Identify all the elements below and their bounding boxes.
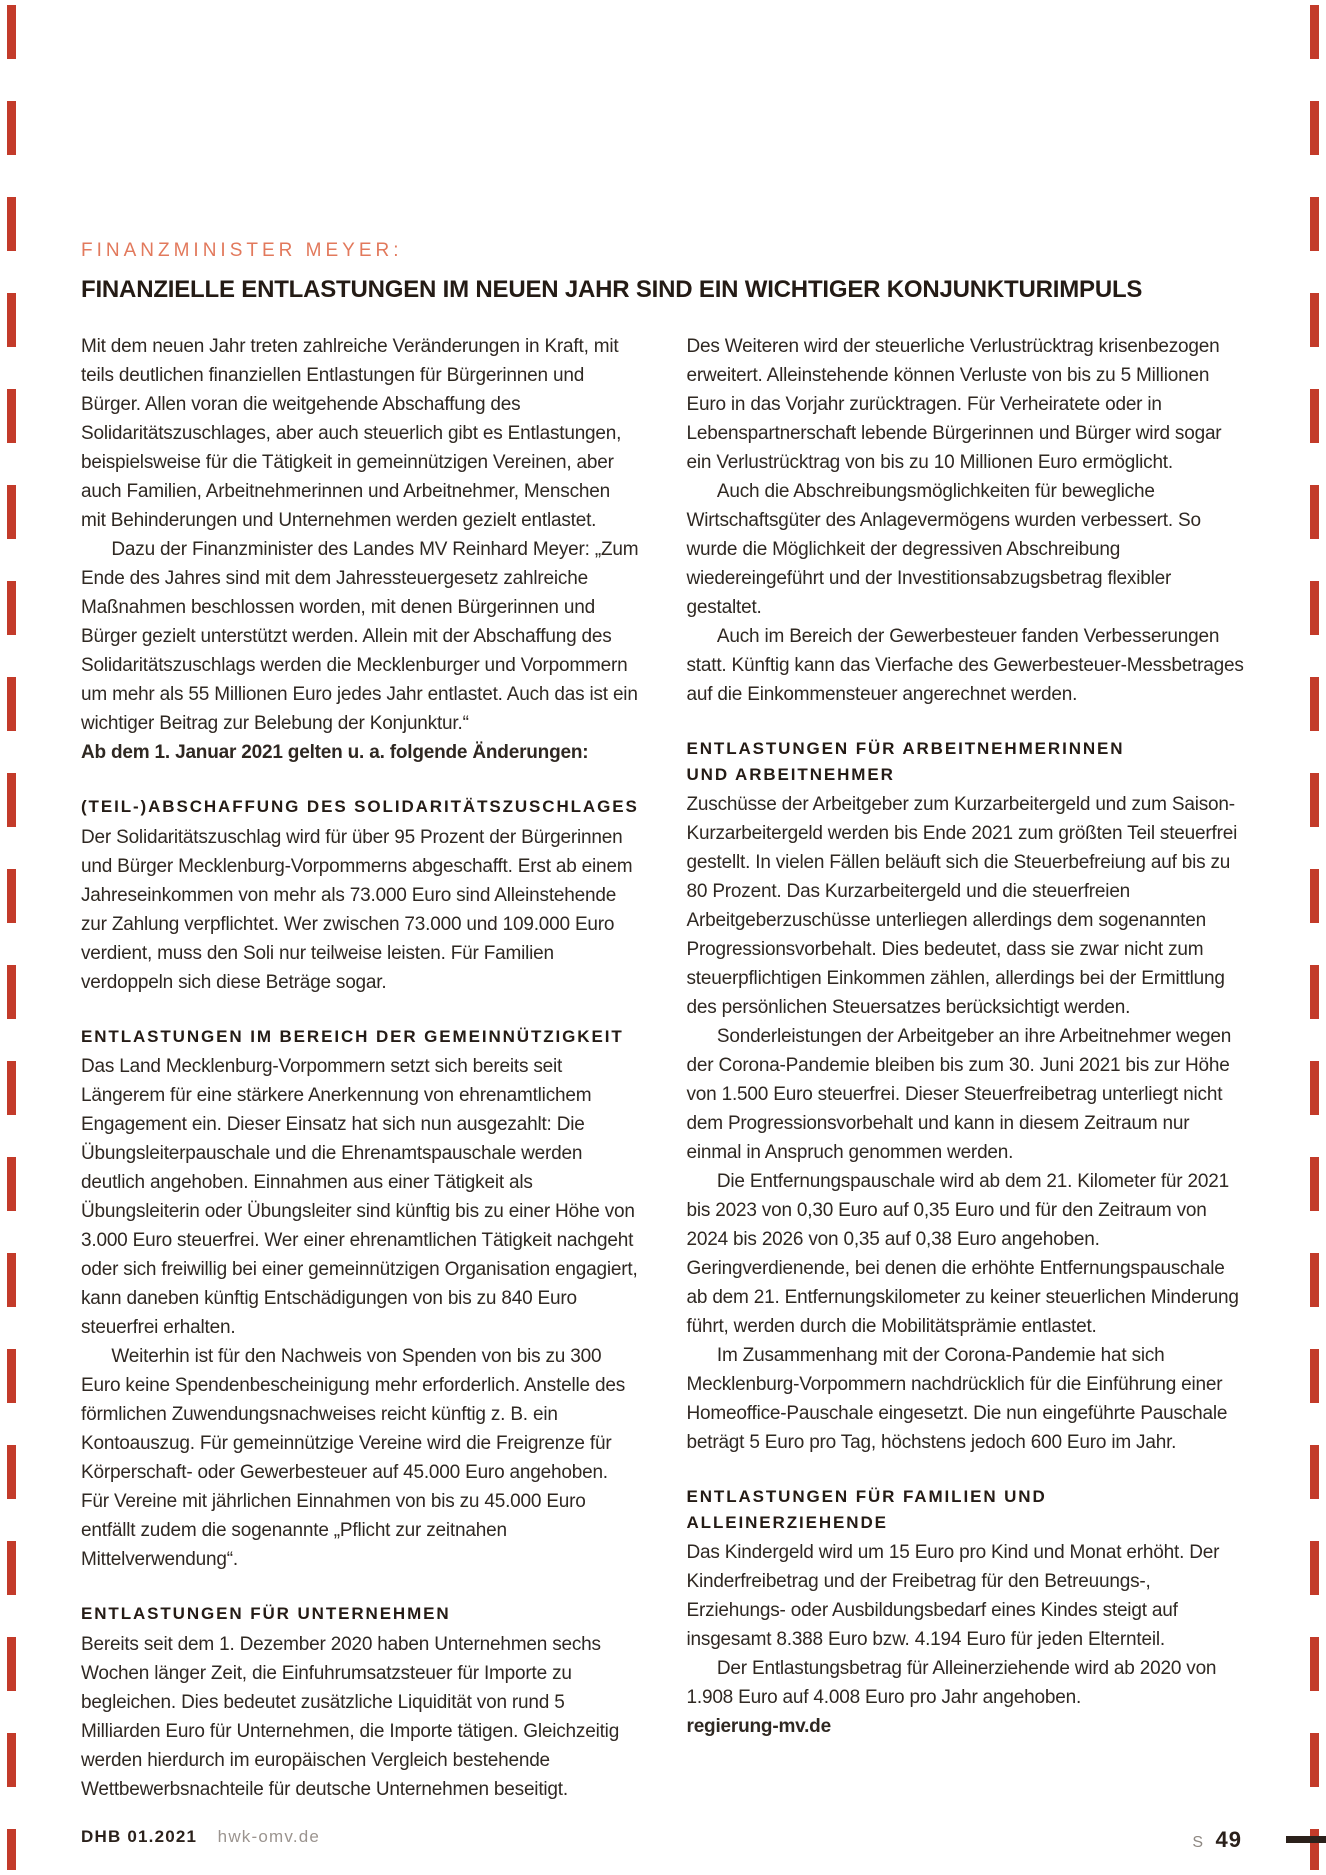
kicker: FINANZMINISTER MEYER: [81, 240, 403, 261]
page-footer [81, 1827, 1326, 1853]
paragraph-entlastungsbetrag: Der Entlastungsbetrag für Alleinerziehende wird ab 2020 von 1.908 Euro auf 4.008 Euro pro Jahr angehoben. [686, 1658, 1217, 1708]
heading-line-1: ENTLASTUNGEN FÜR ARBEITNEHMERINNEN [686, 739, 1125, 758]
section-heading-soli: (TEIL-)ABSCHAFFUNG DES SOLIDARITÄTSZUSCHLAGES [81, 797, 639, 816]
paragraph-soli-1: Der Solidaritätszuschlag wird für über 95 Prozent der Bürgerinnen und Bürger Mecklenburg-Vorpommerns abgeschafft. Erst ab einem Jahreseinkommen von mehr als 73.000 Euro sind Alleinstehende zur Zahlung verpflichtet. Wer zwischen 73.000 und 109.000 Euro verdient, muss den Soli nur teilweise leisten. Für Familien verdoppeln sich diese Beträge sogar. [81, 826, 633, 993]
paragraph-abschreibung: Auch die Abschreibungsmöglichkeiten für bewegliche Wirtschaftsgüter des Anlagevermögens wurden verbessert. So wurde die Möglichkeit der degressiven Abschreibung wiedereingeführt und der Investitionsabzugsbetrag flexibler gestaltet. [686, 481, 1201, 618]
paragraph-intro-note: Ab dem 1. Januar 2021 gelten u. a. folgende Änderungen: [81, 742, 589, 763]
article [81, 240, 1245, 1804]
section-heading-unternehmen: ENTLASTUNGEN FÜR UNTERNEHMEN [81, 1604, 451, 1623]
paragraph-homeoffice: Im Zusammenhang mit der Corona-Pandemie hat sich Mecklenburg-Vorpommern nachdrücklich für die Einführung einer Homeoffice-Pauschale eingesetzt. Die nun eingeführte Pauschale beträgt 5 Euro pro Tag, höchstens jedoch 600 Euro im Jahr. [686, 1345, 1228, 1453]
paragraph-gewerbesteuer: Auch im Bereich der Gewerbesteuer fanden Verbesserungen statt. Künftig kann das Vierfache des Gewerbesteuer-Messbetrages auf die Einkommensteuer angerechnet werden. [686, 626, 1244, 705]
paragraph-unternehmen-1: Bereits seit dem 1. Dezember 2020 haben Unternehmen sechs Wochen länger Zeit, die Einfuhrumsatzsteuer für Importe zu begleichen. Dies bedeutet zusätzliche Liquidität von rund 5 Milliarden Euro für Unternehmen, die Importe tätigen. Gleichzeitig werden hierdurch im europäischen Vergleich bestehende Wettbewerbsnachteile für deutsche Unternehmen beseitigt. [81, 1633, 620, 1800]
paragraph-entfernungspauschale: Die Entfernungspauschale wird ab dem 21. Kilometer für 2021 bis 2023 von 0,30 Euro auf 0,35 Euro und für den Zeitraum von 2024 bis 2026 von 0,35 auf 0,38 Euro angehoben. Geringverdienende, bei denen die erhöhte Entfernungspauschale ab dem 21. Entfernungskilometer zu keiner steuerlichen Minderung führt, werden durch die Mobilitätsprämie entlastet. [686, 1171, 1239, 1337]
section-heading-familien: ENTLASTUNGEN FÜR FAMILIEN UND ALLEINERZIEHENDE [686, 1487, 1047, 1532]
paragraph-sonderleistungen: Sonderleistungen der Arbeitgeber an ihre Arbeitnehmer wegen der Corona-Pandemie bleiben bis zum 30. Juni 2021 bis zur Höhe von 1.500 Euro steuerfrei. Dieser Steuerfreibetrag unterliegt nicht dem Progressionsvorbehalt und kann in diesem Zeitraum nur einmal in Anspruch genommen werden. [686, 1026, 1232, 1163]
print-crop-marks-left [7, 5, 16, 1870]
heading-line-2: UND ARBEITNEHMER [686, 764, 895, 784]
right-column [687, 332, 1246, 1804]
section-heading-gemeinnuetzigkeit: ENTLASTUNGEN IM BEREICH DER GEMEINNÜTZIGKEIT [81, 1026, 624, 1046]
paragraph-gemein-1: Das Land Mecklenburg-Vorpommern setzt sich bereits seit Längerem für eine stärkere Anerkennung von ehrenamtlichem Engagement ein. Dieser Einsatz hat sich nun ausgezahlt: Die Übungsleiterpauschale und die Ehrenamtspauschale werden deutlich angehoben. Einnahmen aus einer Tätigkeit als Übungsleiterin oder Übungsleiter sind künftig bis zu einer Höhe von 3.000 Euro steuerfrei. Wer einer ehrenamtlichen Tätigkeit nachgeht oder sich freiwillig bei einer gemeinnützigen Organisation engagiert, kann daneben künftig Entschädigungen von bis zu 840 Euro steuerfrei erhalten. [81, 1056, 638, 1338]
column-layout [81, 332, 1245, 1804]
paragraph-gemein-2: Weiterhin ist für den Nachweis von Spenden von bis zu 300 Euro keine Spendenbescheinigung mehr erforderlich. Anstelle des förmlichen Zuwendungsnachweises reicht künftig z. B. ein Kontoauszug. Für gemeinnützige Vereine wird die Freigrenze für Körperschaft- oder Gewerbesteuer auf 45.000 Euro angehoben. Für Vereine mit jährlichen Einnahmen von bis zu 45.000 Euro entfällt zudem die sogenannte „Pflicht zur zeitnahen Mittelverwendung“. [81, 1346, 626, 1570]
paragraph-verlustruecktrag: Des Weiteren wird der steuerliche Verlustrücktrag krisenbezogen erweitert. Alleinstehende können Verluste von bis zu 5 Millionen Euro in das Vorjahr zurücktragen. Für Verheiratete oder in Lebenspartnerschaft lebende Bürgerinnen und Bürger wird sogar ein Verlustrücktrag von bis zu 10 Millionen Euro ermöglicht. [686, 336, 1222, 473]
headline: FINANZIELLE ENTLASTUNGEN IM NEUEN JAHR SIND EIN WICHTIGER KONJUNKTURIMPULS [81, 276, 1143, 303]
footer-page-indicator [1192, 1827, 1242, 1853]
print-crop-marks-right [1310, 5, 1319, 1870]
footer-issue: DHB 01.2021 [81, 1827, 198, 1846]
paragraph-kurzarbeitergeld: Zuschüsse der Arbeitgeber zum Kurzarbeitergeld und zum Saison-Kurzarbeitergeld werden bis Ende 2021 zum größten Teil steuerfrei gestellt. In vielen Fällen beläuft sich die Steuerbefreiung auf bis zu 80 Prozent. Das Kurzarbeitergeld und die steuerfreien Arbeitgeberzuschüsse unterliegen allerdings dem sogenannten Progressionsvorbehalt. Dies bedeutet, dass sie zwar nicht zum steuerpflichtigen Einkommen zählen, allerdings bei der Ermittlung des persönlichen Steuersatzes berücksichtigt werden. [686, 794, 1238, 1018]
footer-page-prefix: S [1192, 1834, 1205, 1851]
paragraph-intro-1: Mit dem neuen Jahr treten zahlreiche Veränderungen in Kraft, mit teils deutlichen finanziellen Entlastungen für Bürgerinnen und Bürger. Allen voran die weitgehende Abschaffung des Solidaritätszuschlages, aber auch steuerlich gibt es Entlastungen, beispielsweise für die Tätigkeit in gemeinnützigen Vereinen, aber auch Familien, Arbeitnehmerinnen und Arbeitnehmer, Menschen mit Behinderungen und Unternehmen werden gezielt entlastet. [81, 336, 622, 531]
left-column [81, 332, 640, 1804]
paragraph-intro-2: Dazu der Finanzminister des Landes MV Reinhard Meyer: „Zum Ende des Jahres sind mit dem Jahressteuergesetz zahlreiche Maßnahmen beschlossen worden, mit denen Bürgerinnen und Bürger gezielt unterstützt werden. Allein mit der Abschaffung des Solidaritätszuschlags werden die Mecklenburger und Vorpommern um mehr als 55 Millionen Euro jedes Jahr entlastet. Auch das ist ein wichtiger Beitrag zur Belebung der Konjunktur.“ [81, 539, 639, 734]
section-heading-arbeitnehmer [687, 736, 1246, 787]
paragraph-kindergeld: Das Kindergeld wird um 15 Euro pro Kind und Monat erhöht. Der Kinderfreibetrag und der Freibetrag für den Betreuungs-, Erziehungs- oder Ausbildungsbedarf eines Kindes steigt auf insgesamt 8.388 Euro bzw. 4.194 Euro für jeden Elternteil. [686, 1542, 1220, 1650]
footer-page-number: 49 [1215, 1827, 1242, 1852]
footer-website: hwk-omv.de [217, 1827, 321, 1846]
footer-edge-bar [1286, 1836, 1326, 1843]
source-link: regierung-mv.de [686, 1716, 831, 1737]
